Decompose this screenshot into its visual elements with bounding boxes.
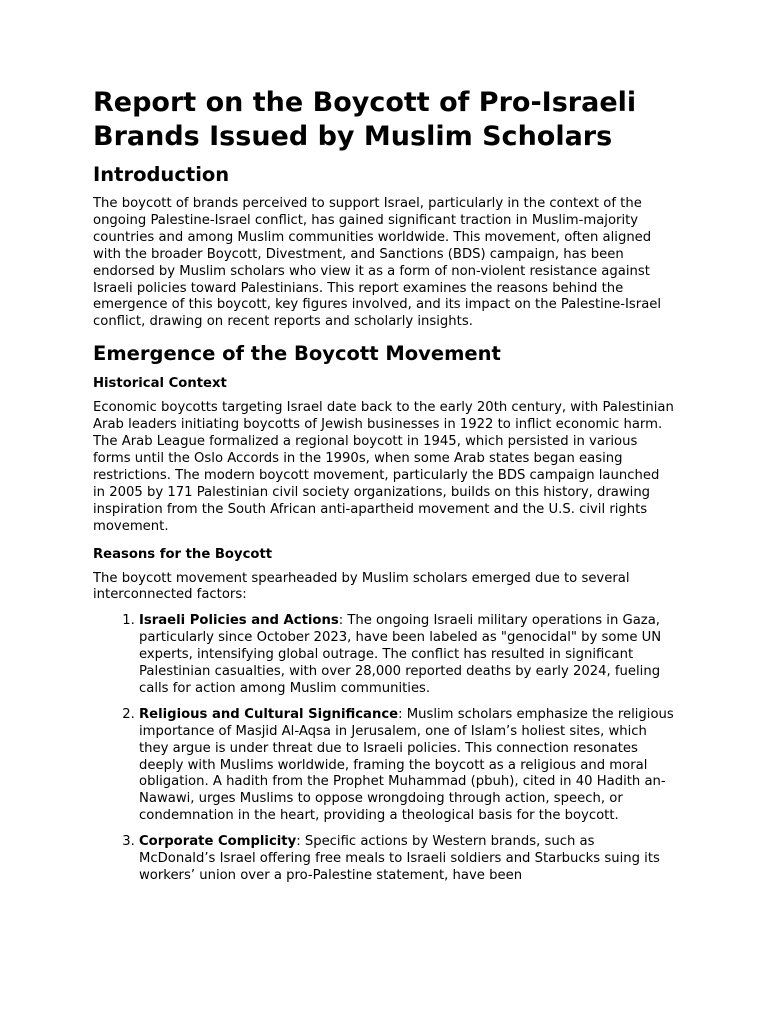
section-heading-introduction: Introduction <box>93 163 230 186</box>
list-item-term: Corporate Complicity <box>139 834 297 850</box>
document-title: Report on the Boycott of Pro-Israeli Brands Issued by Muslim Scholars <box>93 87 637 152</box>
list-item-term: Religious and Cultural Significance <box>139 706 399 722</box>
list-item <box>139 613 675 698</box>
list-item <box>139 834 675 885</box>
list-item-text: : The ongoing Israeli military operations in Gaza, particularly since October 2023, have been labeled as "genocidal" by some UN experts, intensifying global outrage. The conflict has resulted in significant Palestinian casualties, with over 28,000 reported deaths by early 2024, fueling calls for action among Muslim communities. <box>139 613 662 696</box>
reasons-intro-paragraph: The boycott movement spearheaded by Muslim scholars emerged due to several interconnected factors: <box>93 570 630 603</box>
reasons-list <box>93 613 675 885</box>
section-heading-emergence: Emergence of the Boycott Movement <box>93 342 501 366</box>
subsection-heading-historical-context: Historical Context <box>93 376 227 392</box>
list-item <box>139 707 675 825</box>
list-item-text: : Specific actions by Western brands, such as McDonald’s Israel offering free meals to Israeli soldiers and Starbucks suing its workers’ union over a pro-Palestine statement, have been <box>139 834 660 883</box>
subsection-heading-reasons: Reasons for the Boycott <box>93 546 273 562</box>
introduction-paragraph: The boycott of brands perceived to support Israel, particularly in the context of the ongoing Palestine-Israel conflict, has gained significant traction in Muslim-majority countries and among Muslim communities worldwide. This movement, often aligned with the broader Boycott, Divestment, and Sanctions (BDS) campaign, has been endorsed by Muslim scholars who view it as a form of non-violent resistance against Israeli policies toward Palestinians. This report examines the reasons behind the emergence of this boycott, key figures involved, and its impact on the Palestine-Israel conflict, drawing on recent reports and scholarly insights. <box>93 196 662 330</box>
list-item-term: Israeli Policies and Actions <box>139 613 339 629</box>
historical-context-paragraph: Economic boycotts targeting Israel date back to the early 20th century, with Palestinian Arab leaders initiating boycotts of Jewish businesses in 1922 to inflict economic harm. The Arab League formalized a regional boycott in 1945, which persisted in various forms until the Oslo Accords in the 1990s, when some Arab states began easing restrictions. The modern boycott movement, particularly the BDS campaign launched in 2005 by 171 Palestinian civil society organizations, builds on this history, drawing inspiration from the South African anti-apartheid movement and the U.S. civil rights movement. <box>93 400 674 534</box>
list-item-text: : Muslim scholars emphasize the religious importance of Masjid Al-Aqsa in Jerusalem, one of Islam’s holiest sites, which they argue is under threat due to Israeli policies. This connection resonates deeply with Muslims worldwide, framing the boycott as a religious and moral obligation. A hadith from the Prophet Muhammad (pbuh), cited in 40 Hadith an-Nawawi, urges Muslims to oppose wrongdoing through action, speech, or condemnation in the heart, providing a theological basis for the boycott. <box>139 706 674 824</box>
